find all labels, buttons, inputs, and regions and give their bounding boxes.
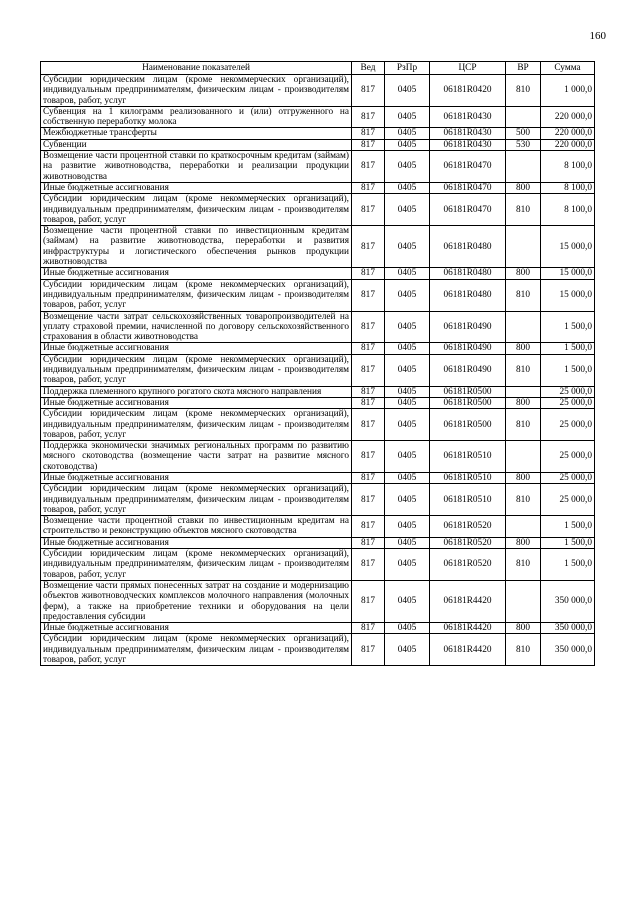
- cell-ved: 817: [352, 151, 385, 183]
- cell-vr: [506, 516, 541, 538]
- cell-sum: 350 000,0: [541, 623, 595, 634]
- cell-name: Возмещение части затрат сельскохозяйственных товаропроизводителей на уплату страховой премии, начисленной по договору сельскохозяйственного страхования в области животноводства: [41, 311, 352, 343]
- table-row: [41, 311, 595, 343]
- cell-ved: 817: [352, 537, 385, 548]
- header-sum: Сумма: [541, 62, 595, 75]
- cell-ved: 817: [352, 194, 385, 226]
- cell-name: Субвенции: [41, 139, 352, 150]
- cell-rzpr: 0405: [385, 549, 430, 581]
- table-row: [41, 106, 595, 128]
- cell-ved: 817: [352, 268, 385, 279]
- cell-rzpr: 0405: [385, 311, 430, 343]
- cell-csr: 06181R0510: [430, 441, 506, 473]
- cell-rzpr: 0405: [385, 194, 430, 226]
- cell-name: Иные бюджетные ассигнования: [41, 537, 352, 548]
- cell-ved: 817: [352, 106, 385, 128]
- table-row: [41, 516, 595, 538]
- cell-csr: 06181R0520: [430, 549, 506, 581]
- cell-name: Иные бюджетные ассигнования: [41, 182, 352, 193]
- table-row: [41, 386, 595, 397]
- cell-csr: 06181R4420: [430, 623, 506, 634]
- cell-vr: 800: [506, 537, 541, 548]
- cell-vr: 810: [506, 484, 541, 516]
- cell-csr: 06181R0430: [430, 106, 506, 128]
- cell-sum: 8 100,0: [541, 151, 595, 183]
- table-row: [41, 472, 595, 483]
- cell-sum: 25 000,0: [541, 484, 595, 516]
- cell-vr: 810: [506, 634, 541, 666]
- header-name: Наименование показателей: [41, 62, 352, 75]
- header-vr: ВР: [506, 62, 541, 75]
- table-row: [41, 441, 595, 473]
- cell-sum: 15 000,0: [541, 226, 595, 268]
- cell-name: Поддержка племенного крупного рогатого скота мясного направления: [41, 386, 352, 397]
- cell-name: Субсидии юридическим лицам (кроме некоммерческих организаций), индивидуальным предпринимателям, физическим лицам - производителям товаров, работ, услуг: [41, 549, 352, 581]
- cell-csr: 06181R0480: [430, 268, 506, 279]
- cell-rzpr: 0405: [385, 226, 430, 268]
- cell-vr: 800: [506, 623, 541, 634]
- cell-sum: 220 000,0: [541, 139, 595, 150]
- cell-csr: 06181R0490: [430, 311, 506, 343]
- cell-rzpr: 0405: [385, 268, 430, 279]
- cell-rzpr: 0405: [385, 472, 430, 483]
- table-row: [41, 549, 595, 581]
- cell-vr: [506, 151, 541, 183]
- cell-sum: 1 500,0: [541, 354, 595, 386]
- cell-csr: 06181R0500: [430, 386, 506, 397]
- cell-ved: 817: [352, 311, 385, 343]
- cell-name: Субсидии юридическим лицам (кроме некоммерческих организаций), индивидуальным предпринимателям, физическим лицам - производителям товаров, работ, услуг: [41, 194, 352, 226]
- cell-sum: 15 000,0: [541, 279, 595, 311]
- cell-ved: 817: [352, 623, 385, 634]
- cell-sum: 1 500,0: [541, 537, 595, 548]
- cell-rzpr: 0405: [385, 151, 430, 183]
- cell-ved: 817: [352, 128, 385, 139]
- cell-vr: 800: [506, 397, 541, 408]
- cell-rzpr: 0405: [385, 441, 430, 473]
- cell-sum: 8 100,0: [541, 194, 595, 226]
- cell-ved: 817: [352, 472, 385, 483]
- cell-csr: 06181R0500: [430, 409, 506, 441]
- header-csr: ЦСР: [430, 62, 506, 75]
- header-ved: Вед: [352, 62, 385, 75]
- cell-sum: 1 500,0: [541, 549, 595, 581]
- cell-rzpr: 0405: [385, 409, 430, 441]
- cell-rzpr: 0405: [385, 484, 430, 516]
- table-row: [41, 226, 595, 268]
- cell-name: Возмещение части процентной ставки по краткосрочным кредитам (займам) на развитие животноводства, переработки и реализации продукции животноводства: [41, 151, 352, 183]
- cell-vr: [506, 311, 541, 343]
- cell-name: Межбюджетные трансферты: [41, 128, 352, 139]
- cell-rzpr: 0405: [385, 386, 430, 397]
- cell-csr: 06181R0430: [430, 139, 506, 150]
- cell-rzpr: 0405: [385, 634, 430, 666]
- cell-rzpr: 0405: [385, 139, 430, 150]
- cell-vr: 810: [506, 409, 541, 441]
- cell-sum: 1 000,0: [541, 75, 595, 107]
- cell-csr: 06181R0480: [430, 279, 506, 311]
- cell-sum: 25 000,0: [541, 386, 595, 397]
- cell-vr: [506, 106, 541, 128]
- header-row: [41, 62, 595, 75]
- table-row: [41, 343, 595, 354]
- cell-ved: 817: [352, 409, 385, 441]
- cell-name: Субсидии юридическим лицам (кроме некоммерческих организаций), индивидуальным предпринимателям, физическим лицам - производителям товаров, работ, услуг: [41, 354, 352, 386]
- cell-vr: 800: [506, 472, 541, 483]
- cell-rzpr: 0405: [385, 128, 430, 139]
- cell-rzpr: 0405: [385, 516, 430, 538]
- cell-sum: 350 000,0: [541, 634, 595, 666]
- cell-csr: 06181R0430: [430, 128, 506, 139]
- cell-ved: 817: [352, 182, 385, 193]
- cell-sum: 25 000,0: [541, 472, 595, 483]
- cell-vr: 810: [506, 279, 541, 311]
- cell-vr: 530: [506, 139, 541, 150]
- cell-rzpr: 0405: [385, 580, 430, 622]
- cell-ved: 817: [352, 354, 385, 386]
- cell-sum: 350 000,0: [541, 580, 595, 622]
- table-row: [41, 151, 595, 183]
- cell-ved: 817: [352, 549, 385, 581]
- cell-csr: 06181R4420: [430, 580, 506, 622]
- cell-rzpr: 0405: [385, 537, 430, 548]
- page-number: 160: [589, 30, 606, 42]
- table-row: [41, 75, 595, 107]
- cell-name: Иные бюджетные ассигнования: [41, 472, 352, 483]
- table-row: [41, 484, 595, 516]
- cell-name: Иные бюджетные ассигнования: [41, 397, 352, 408]
- cell-ved: 817: [352, 75, 385, 107]
- cell-sum: 220 000,0: [541, 128, 595, 139]
- cell-name: Субсидии юридическим лицам (кроме некоммерческих организаций), индивидуальным предпринимателям, физическим лицам - производителям товаров, работ, услуг: [41, 484, 352, 516]
- cell-sum: 220 000,0: [541, 106, 595, 128]
- table-row: [41, 139, 595, 150]
- cell-ved: 817: [352, 516, 385, 538]
- cell-vr: 800: [506, 182, 541, 193]
- cell-vr: [506, 441, 541, 473]
- cell-csr: 06181R0520: [430, 537, 506, 548]
- cell-name: Субсидии юридическим лицам (кроме некоммерческих организаций), индивидуальным предпринимателям, физическим лицам - производителям товаров, работ, услуг: [41, 409, 352, 441]
- budget-table: [40, 61, 595, 666]
- cell-ved: 817: [352, 139, 385, 150]
- cell-sum: 25 000,0: [541, 397, 595, 408]
- table-row: [41, 194, 595, 226]
- cell-vr: [506, 386, 541, 397]
- cell-name: Иные бюджетные ассигнования: [41, 343, 352, 354]
- cell-vr: 810: [506, 75, 541, 107]
- cell-vr: 500: [506, 128, 541, 139]
- cell-vr: 810: [506, 354, 541, 386]
- cell-csr: 06181R0470: [430, 151, 506, 183]
- cell-ved: 817: [352, 397, 385, 408]
- cell-csr: 06181R0470: [430, 194, 506, 226]
- table-row: [41, 537, 595, 548]
- cell-name: Возмещение части прямых понесенных затрат на создание и модернизацию объектов животноводческих комплексов молочного направления (молочных ферм), а также на приобретение техники и оборудования на цели предоставления субсидии: [41, 580, 352, 622]
- cell-csr: 06181R4420: [430, 634, 506, 666]
- cell-name: Поддержка экономически значимых региональных программ по развитию мясного скотоводства (возмещение части затрат на развитие мясного скотоводства): [41, 441, 352, 473]
- cell-name: Возмещение части процентной ставки по инвестиционным кредитам на строительство и реконструкцию объектов мясного скотоводства: [41, 516, 352, 538]
- cell-csr: 06181R0510: [430, 472, 506, 483]
- cell-sum: 1 500,0: [541, 516, 595, 538]
- cell-csr: 06181R0480: [430, 226, 506, 268]
- table-row: [41, 182, 595, 193]
- cell-sum: 1 500,0: [541, 343, 595, 354]
- cell-sum: 8 100,0: [541, 182, 595, 193]
- cell-ved: 817: [352, 226, 385, 268]
- cell-rzpr: 0405: [385, 623, 430, 634]
- cell-name: Субсидии юридическим лицам (кроме некоммерческих организаций), индивидуальным предпринимателям, физическим лицам - производителям товаров, работ, услуг: [41, 634, 352, 666]
- header-rzpr: РзПр: [385, 62, 430, 75]
- cell-ved: 817: [352, 580, 385, 622]
- cell-ved: 817: [352, 441, 385, 473]
- table-row: [41, 397, 595, 408]
- cell-sum: 1 500,0: [541, 311, 595, 343]
- cell-name: Субвенция на 1 килограмм реализованного и (или) отгруженного на собственную переработку молока: [41, 106, 352, 128]
- cell-ved: 817: [352, 634, 385, 666]
- table-row: [41, 128, 595, 139]
- cell-ved: 817: [352, 484, 385, 516]
- cell-csr: 06181R0470: [430, 182, 506, 193]
- cell-csr: 06181R0420: [430, 75, 506, 107]
- cell-sum: 25 000,0: [541, 441, 595, 473]
- cell-rzpr: 0405: [385, 279, 430, 311]
- cell-rzpr: 0405: [385, 343, 430, 354]
- cell-csr: 06181R0510: [430, 484, 506, 516]
- table-row: [41, 580, 595, 622]
- cell-rzpr: 0405: [385, 354, 430, 386]
- cell-rzpr: 0405: [385, 397, 430, 408]
- cell-rzpr: 0405: [385, 106, 430, 128]
- cell-vr: 800: [506, 343, 541, 354]
- table-row: [41, 634, 595, 666]
- cell-vr: 810: [506, 194, 541, 226]
- table-body: [41, 75, 595, 666]
- table-row: [41, 623, 595, 634]
- cell-rzpr: 0405: [385, 182, 430, 193]
- table-header: [41, 62, 595, 75]
- cell-vr: 810: [506, 549, 541, 581]
- cell-vr: [506, 580, 541, 622]
- table-row: [41, 354, 595, 386]
- cell-ved: 817: [352, 386, 385, 397]
- cell-rzpr: 0405: [385, 75, 430, 107]
- cell-csr: 06181R0490: [430, 343, 506, 354]
- table-row: [41, 268, 595, 279]
- cell-ved: 817: [352, 343, 385, 354]
- cell-sum: 25 000,0: [541, 409, 595, 441]
- cell-name: Субсидии юридическим лицам (кроме некоммерческих организаций), индивидуальным предпринимателям, физическим лицам - производителям товаров, работ, услуг: [41, 75, 352, 107]
- cell-name: Субсидии юридическим лицам (кроме некоммерческих организаций), индивидуальным предпринимателям, физическим лицам - производителям товаров, работ, услуг: [41, 279, 352, 311]
- cell-sum: 15 000,0: [541, 268, 595, 279]
- table-row: [41, 409, 595, 441]
- cell-csr: 06181R0490: [430, 354, 506, 386]
- cell-name: Иные бюджетные ассигнования: [41, 268, 352, 279]
- cell-ved: 817: [352, 279, 385, 311]
- cell-vr: [506, 226, 541, 268]
- table-row: [41, 279, 595, 311]
- cell-vr: 800: [506, 268, 541, 279]
- cell-name: Иные бюджетные ассигнования: [41, 623, 352, 634]
- cell-csr: 06181R0520: [430, 516, 506, 538]
- cell-name: Возмещение части процентной ставки по инвестиционным кредитам (займам) на развитие животноводства, переработки и развития инфраструктуры и логистического обеспечения рынков продукции животноводства: [41, 226, 352, 268]
- cell-csr: 06181R0500: [430, 397, 506, 408]
